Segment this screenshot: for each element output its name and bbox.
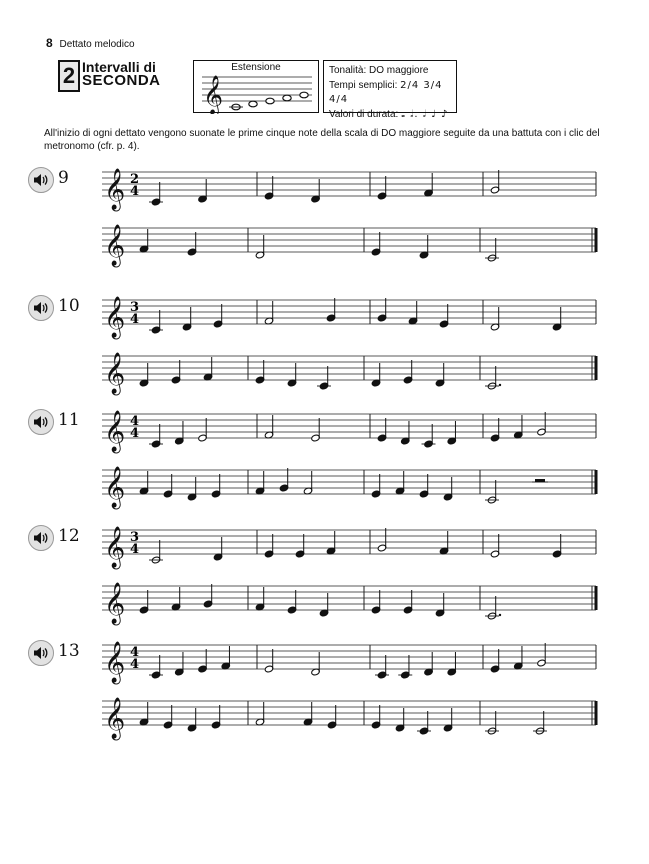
svg-text:4: 4 — [130, 184, 140, 199]
note — [485, 238, 499, 262]
note — [287, 363, 296, 387]
note — [417, 711, 431, 735]
treble-clef-icon: 𝄞 — [104, 527, 126, 568]
note — [552, 307, 561, 331]
treble-clef-icon: 𝄞 — [104, 642, 126, 683]
note — [264, 415, 273, 439]
note — [187, 232, 196, 256]
time-signatures — [329, 79, 451, 108]
note — [371, 232, 380, 256]
note — [371, 590, 380, 614]
time-label: Tempi semplici: — [329, 79, 398, 91]
durations — [329, 108, 451, 123]
page-number: 8 — [46, 36, 53, 50]
note — [435, 363, 444, 387]
dictation-staves — [28, 288, 608, 398]
note — [139, 590, 148, 614]
note — [514, 646, 523, 670]
note — [424, 173, 433, 197]
page-header — [46, 36, 135, 50]
note — [203, 357, 212, 381]
note — [163, 705, 172, 729]
note — [175, 421, 184, 445]
svg-text:3: 3 — [130, 530, 140, 545]
note — [408, 301, 417, 325]
note — [319, 593, 328, 617]
note — [139, 702, 148, 726]
chapter-title-line1: Intervalli di — [82, 59, 156, 75]
dictation-staves — [28, 160, 608, 270]
note — [295, 534, 304, 558]
note — [377, 176, 386, 200]
note — [485, 596, 501, 620]
note — [395, 471, 404, 495]
note — [149, 655, 163, 679]
note — [255, 587, 264, 611]
tonality: Tonalità: DO maggiore — [329, 65, 429, 76]
note — [537, 412, 546, 436]
note — [443, 708, 452, 732]
note — [490, 170, 499, 194]
note — [326, 298, 335, 322]
treble-clef-icon: 𝄞 — [104, 698, 126, 739]
note — [198, 418, 207, 442]
time-signature — [130, 645, 139, 672]
note — [533, 711, 547, 735]
note — [311, 652, 320, 676]
note — [198, 179, 207, 203]
dictation-number: 11 — [58, 410, 80, 430]
note — [490, 418, 499, 442]
note — [419, 474, 428, 498]
dictation-11 — [28, 402, 608, 512]
time-signature — [130, 530, 139, 557]
treble-clef-icon: 𝄞 — [104, 583, 126, 624]
note — [552, 534, 561, 558]
note — [401, 421, 410, 445]
note — [255, 235, 264, 259]
info-box — [323, 60, 457, 120]
note — [264, 176, 273, 200]
treble-clef-icon: 𝄞 — [104, 297, 126, 338]
dictation-13 — [28, 633, 608, 743]
note — [403, 360, 412, 384]
note — [198, 649, 207, 673]
range-note — [266, 98, 274, 104]
svg-text:4: 4 — [130, 312, 140, 327]
treble-clef-icon: 𝄞 — [104, 169, 126, 210]
durations-label: Valori di durata: — [329, 108, 399, 120]
note — [255, 360, 264, 384]
note — [149, 424, 163, 448]
note — [439, 304, 448, 328]
section-title: Dettato melodico — [59, 39, 135, 50]
duration-glyphs: 𝅝 𝅗𝅥. 𝅗𝅥 ♩ ♪ — [401, 108, 449, 120]
note — [371, 363, 380, 387]
svg-text:4: 4 — [130, 645, 140, 660]
note — [287, 590, 296, 614]
svg-text:3: 3 — [130, 300, 140, 315]
half-rest — [535, 479, 545, 482]
note — [211, 474, 220, 498]
note — [377, 528, 386, 552]
note — [149, 310, 163, 334]
dictation-staves — [28, 633, 608, 743]
note — [532, 479, 548, 482]
note — [311, 418, 320, 442]
note — [317, 366, 331, 390]
svg-text:2: 2 — [130, 172, 140, 187]
note — [485, 711, 499, 735]
note — [377, 298, 386, 322]
note — [203, 584, 212, 608]
note — [139, 363, 148, 387]
note — [490, 649, 499, 673]
svg-text:4: 4 — [130, 426, 140, 441]
range-note — [283, 95, 291, 101]
treble-clef-icon: 𝄞 — [104, 411, 126, 452]
note — [182, 307, 191, 331]
note — [311, 179, 320, 203]
note — [485, 366, 501, 390]
note — [264, 301, 273, 325]
note — [424, 652, 433, 676]
dictation-number: 13 — [58, 641, 80, 661]
note — [485, 480, 499, 504]
note — [187, 708, 196, 732]
intro-text: All'inizio di ogni dettato vengono suonate le prime cinque note della scala di DO maggiore seguite da una battuta con i clic del metronomo (cfr. p. 4). — [44, 128, 600, 152]
note — [213, 537, 222, 561]
note — [221, 646, 230, 670]
note — [490, 307, 499, 331]
range-note — [249, 101, 257, 107]
note — [422, 424, 436, 448]
note — [175, 652, 184, 676]
note — [187, 477, 196, 501]
note — [537, 643, 546, 667]
treble-clef-icon: 𝄞 — [203, 75, 224, 114]
note — [303, 471, 312, 495]
time-signature — [130, 300, 139, 327]
note — [490, 534, 499, 558]
note — [377, 418, 386, 442]
note — [443, 477, 452, 501]
note — [264, 534, 273, 558]
time-signature — [130, 172, 139, 199]
note — [447, 421, 456, 445]
dictation-10 — [28, 288, 608, 398]
note — [171, 587, 180, 611]
range-box — [193, 60, 319, 113]
note — [326, 531, 335, 555]
note — [264, 649, 273, 673]
range-label: Estensione — [231, 62, 281, 73]
note — [279, 468, 288, 492]
note — [171, 360, 180, 384]
svg-text:4: 4 — [130, 542, 140, 557]
note — [419, 235, 428, 259]
note — [211, 705, 220, 729]
note — [447, 652, 456, 676]
range-staff — [194, 61, 320, 114]
treble-clef-icon: 𝄞 — [104, 467, 126, 508]
range-note — [300, 92, 308, 98]
note — [398, 655, 412, 679]
note — [149, 540, 163, 564]
note — [213, 304, 222, 328]
note — [149, 182, 163, 206]
treble-clef-icon: 𝄞 — [104, 353, 126, 394]
note — [303, 702, 312, 726]
dictation-9 — [28, 160, 608, 270]
dictation-staves — [28, 518, 608, 628]
note — [403, 590, 412, 614]
note — [435, 593, 444, 617]
dictation-staves — [28, 402, 608, 512]
note — [327, 705, 336, 729]
note — [395, 708, 404, 732]
dictation-number: 9 — [58, 168, 69, 188]
note — [375, 655, 389, 679]
note — [139, 229, 148, 253]
dictation-12 — [28, 518, 608, 628]
chapter-number: 2 — [58, 60, 80, 92]
dictation-number: 10 — [58, 296, 80, 316]
treble-clef-icon: 𝄞 — [104, 225, 126, 266]
svg-text:4: 4 — [130, 657, 140, 672]
chapter-title — [82, 60, 161, 88]
chapter-title-line2: SECONDA — [82, 72, 161, 89]
note — [514, 415, 523, 439]
note — [371, 474, 380, 498]
time-signature — [130, 414, 139, 441]
time-glyphs: 2/4 3/4 4/4 — [329, 79, 443, 105]
note — [139, 471, 148, 495]
note — [439, 531, 448, 555]
dictation-number: 12 — [58, 526, 80, 546]
note — [371, 705, 380, 729]
note — [163, 474, 172, 498]
note — [255, 471, 264, 495]
note — [255, 702, 264, 726]
svg-text:4: 4 — [130, 414, 140, 429]
